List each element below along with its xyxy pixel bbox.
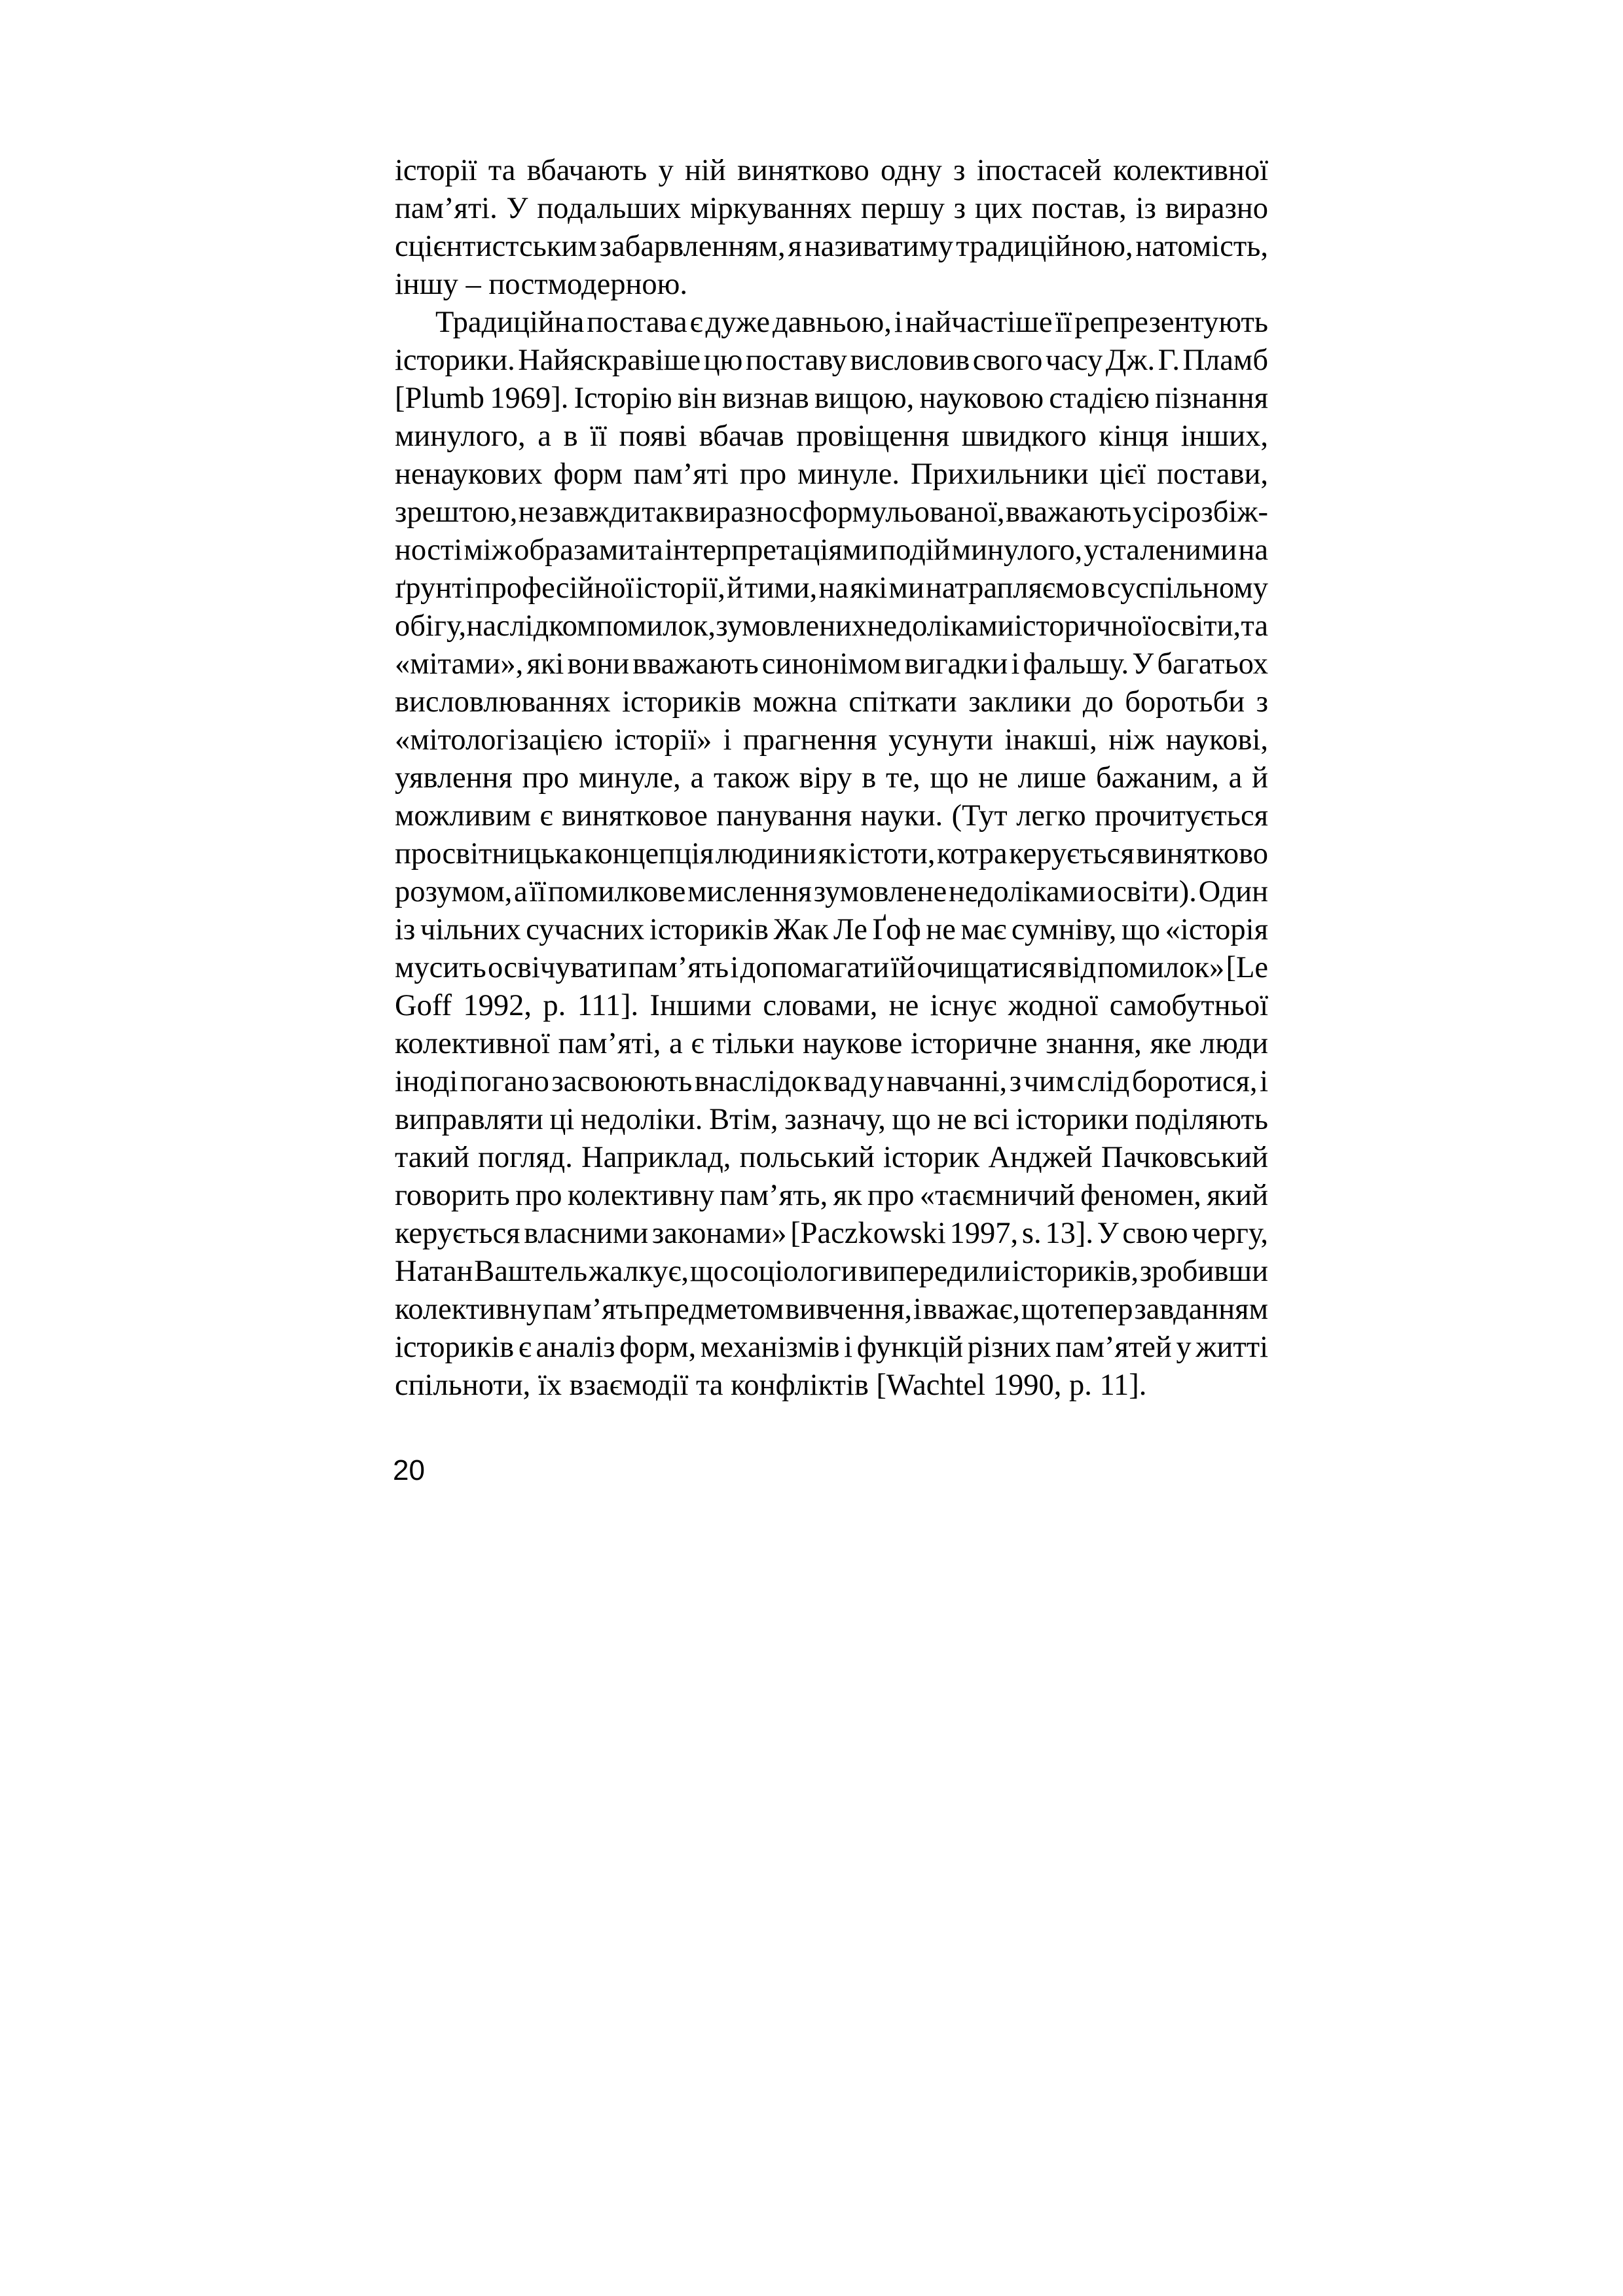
text-line: зрештою, не завжди так виразно сформульованої, вважають усі розбіж- [395, 495, 1268, 529]
text-line: говорить про колективну пам’ять, як про «таємничий феномен, який [395, 1179, 1268, 1212]
paragraph [395, 304, 1268, 1405]
text-line: висловлюваннях істориків можна спіткати заклики до боротьби з [395, 685, 1268, 719]
text-line: пам’яті. У подальших міркуваннях першу з цих постав, із виразно [395, 192, 1268, 225]
text-line: «мітологізацією історії» і прагнення усунути інакші, ніж наукові, [395, 723, 1268, 757]
text-line: спільноти, їх взаємодії та конфліктів [Wachtel 1990, p. 11]. [395, 1369, 1147, 1402]
body-text [395, 152, 1268, 1405]
text-line: колективної пам’яті, а є тільки наукове історичне знання, яке люди [395, 1027, 1268, 1060]
text-line: керується власними законами» [Paczkowski 1997, s. 13]. У свою чергу, [395, 1217, 1268, 1250]
page-number: 20 [393, 1454, 425, 1486]
text-line: розумом, а її помилкове мислення зумовлене недоліками освіти). Один [395, 875, 1268, 908]
text-line: сцієнтистським забарвленням, я називатиму традиційною, натомість, [395, 230, 1268, 263]
text-line: просвітницька концепція людини як істоти, котра керується винятково [395, 837, 1268, 870]
text-line: мусить освічувати пам’ять і допомагати їй очищатися від помилок» [Le [395, 951, 1268, 984]
text-line: колективну пам’ять предметом вивчення, і вважає, що тепер завданням [395, 1293, 1268, 1326]
text-line: Натан Ваштель жалкує, що соціологи випередили істориків, зробивши [395, 1255, 1268, 1288]
text-line: ності між образами та інтерпретаціями подій минулого, усталеними на [395, 533, 1268, 567]
text-line: іноді погано засвоюють внаслідок вад у навчанні, з чим слід боротися, і [395, 1065, 1268, 1098]
text-line: Goff 1992, p. 111]. Іншими словами, не існує жодної самобутньої [395, 989, 1268, 1022]
text-line: виправляти ці недоліки. Втім, зазначу, що не всі історики поділяють [395, 1103, 1268, 1136]
text-line: істориків є аналіз форм, механізмів і функцій різних пам’ятей у житті [395, 1331, 1268, 1364]
text-line: ґрунті професійної історії, й тими, на які ми натрапляємо в суспільному [395, 571, 1268, 605]
text-line: уявлення про минуле, а також віру в те, що не лише бажаним, а й [395, 761, 1268, 795]
paragraph [395, 152, 1268, 304]
text-line: ненаукових форм пам’яті про минуле. Прихильники цієї постави, [395, 457, 1268, 491]
text-line: обігу, наслідком помилок, зумовлених недоліками історичної освіти, та [395, 609, 1268, 643]
text-line: такий погляд. Наприклад, польський історик Анджей Пачковський [395, 1141, 1268, 1174]
text-line: [Plumb 1969]. Історію він визнав вищою, науковою стадією пізнання [395, 382, 1268, 415]
text-line: «мітами», які вони вважають синонімом вигадки і фальшу. У багатьох [395, 647, 1268, 681]
text-line: Традиційна постава є дуже давньою, і найчастіше її репрезентують [435, 306, 1268, 339]
text-line: іншу – постмодерною. [395, 268, 687, 301]
text-line: історики. Найяскравіше цю поставу висловив свого часу Дж. Г. Пламб [395, 344, 1268, 377]
text-line: можливим є винятковое панування науки. (Тут легко прочитується [395, 799, 1268, 833]
text-line: минулого, а в її появі вбачав провіщення швидкого кінця інших, [395, 420, 1268, 453]
text-line: історії та вбачають у ній винятково одну з іпостасей колективної [395, 154, 1268, 187]
text-line: із чільних сучасних істориків Жак Ле Ґоф не має сумніву, що «історія [395, 913, 1268, 946]
